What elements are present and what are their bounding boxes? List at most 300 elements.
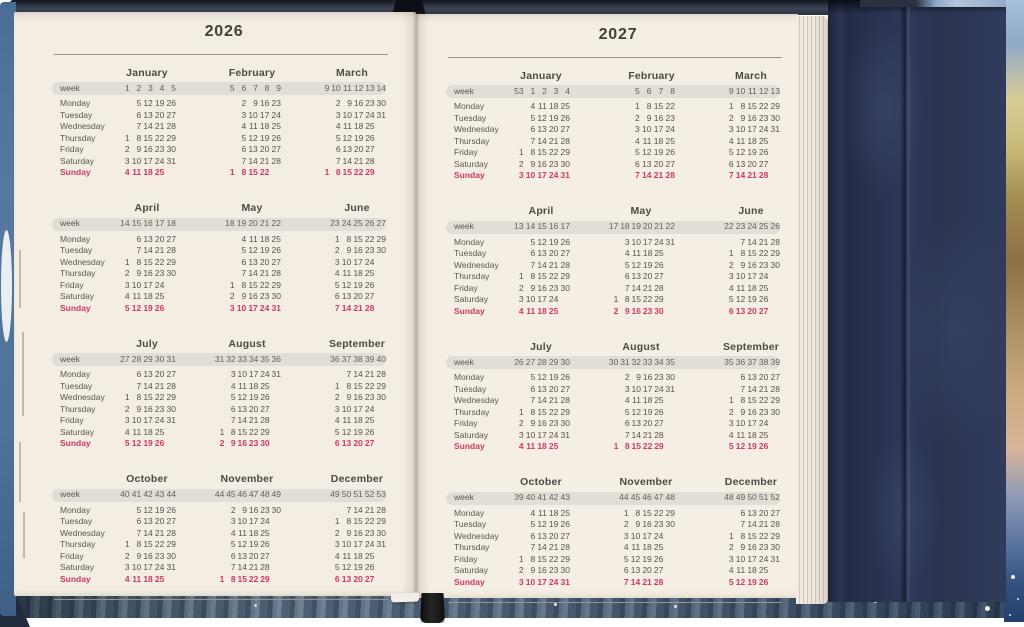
month-grid xyxy=(607,395,675,407)
date-cell xyxy=(722,384,734,396)
month-grid xyxy=(118,303,176,315)
date-cell xyxy=(213,551,224,563)
date-cell: 16 xyxy=(642,372,653,382)
month-grid xyxy=(722,294,780,306)
date-cell xyxy=(374,415,386,427)
date-cell: 19 xyxy=(642,259,653,270)
date-cell: 4 xyxy=(230,380,236,391)
date-cell: 13 xyxy=(341,291,352,301)
date-cell: 9 xyxy=(740,112,746,123)
date-cell: 15 xyxy=(248,167,258,177)
date-cell: 31 xyxy=(376,539,386,549)
month-zone xyxy=(108,505,176,517)
date-cell: 19 xyxy=(154,504,165,515)
date-cell: 17 xyxy=(747,271,757,281)
week-number: 35 xyxy=(260,353,270,364)
date-cell xyxy=(768,441,780,453)
month-grid xyxy=(118,133,176,145)
month-zone xyxy=(502,136,570,148)
date-cell: 10 xyxy=(341,256,352,267)
month-grid xyxy=(722,508,780,520)
date-cell: 23 xyxy=(154,268,165,278)
month-zone xyxy=(607,248,675,260)
month-grid xyxy=(118,83,176,95)
week-number: 8 xyxy=(264,82,270,93)
date-cell: 3 xyxy=(230,369,236,379)
date-cell: 27 xyxy=(260,403,270,414)
month-zone xyxy=(607,519,675,531)
month-zone xyxy=(607,418,675,430)
date-cell: 3 xyxy=(124,279,130,290)
month-grid xyxy=(617,531,675,543)
date-cell: 17 xyxy=(248,302,258,313)
date-cell: 9 xyxy=(136,144,142,154)
date-cell: 24 xyxy=(548,294,559,304)
month-zone xyxy=(607,565,675,577)
week-number: 27 xyxy=(120,353,130,364)
date-cell: 29 xyxy=(654,294,664,304)
month-grid xyxy=(118,404,176,416)
date-cell: 21 xyxy=(364,369,375,379)
week-number-row xyxy=(446,85,780,98)
date-cell: 24 xyxy=(260,369,270,379)
page-edge-mark xyxy=(22,332,24,416)
week-number: 14 xyxy=(120,218,130,229)
week-number-row xyxy=(52,489,386,502)
date-cell: 13 xyxy=(631,271,641,281)
day-label: Friday xyxy=(454,282,478,293)
cover-art-crescent xyxy=(1,230,12,342)
week-number: 30 xyxy=(154,353,165,364)
date-cell: 28 xyxy=(365,155,375,166)
week-number: 17 xyxy=(560,221,570,232)
day-label: Saturday xyxy=(60,291,95,301)
month-name: November xyxy=(619,476,673,488)
date-cell: 6 xyxy=(136,109,142,120)
date-cell: 6 xyxy=(740,507,746,518)
date-cell: 16 xyxy=(259,98,270,108)
month-grid xyxy=(213,528,281,540)
date-cell: 28 xyxy=(260,415,270,425)
day-row xyxy=(446,124,780,136)
month-grid xyxy=(722,170,780,182)
date-cell xyxy=(213,404,224,416)
date-cell: 25 xyxy=(154,291,165,301)
date-cell xyxy=(663,565,675,577)
date-cell xyxy=(223,156,235,168)
month-grid xyxy=(512,237,570,249)
date-cell: 3 xyxy=(230,516,236,526)
month-zone xyxy=(108,245,176,257)
cover-right-art-edge xyxy=(1004,0,1024,622)
date-cell: 7 xyxy=(740,383,746,394)
month-name: January xyxy=(520,69,562,82)
date-cell: 5 xyxy=(334,279,340,290)
month-grid xyxy=(328,528,386,540)
date-cell: 23 xyxy=(154,403,165,414)
month-zone xyxy=(607,205,675,217)
date-cell: 26 xyxy=(653,553,664,564)
date-cell xyxy=(768,283,780,295)
month-zone xyxy=(318,354,386,366)
date-cell: 6 xyxy=(335,144,341,154)
date-cell: 18 xyxy=(747,565,757,575)
week-number: 40 xyxy=(120,489,130,500)
date-cell: 25 xyxy=(154,426,165,437)
date-cell: 21 xyxy=(154,121,165,131)
date-cell: 25 xyxy=(154,167,165,177)
date-cell: 27 xyxy=(364,291,375,301)
month-header-row xyxy=(446,204,780,219)
elastic-bookmark-loop xyxy=(420,593,445,623)
date-cell: 12 xyxy=(642,147,652,157)
day-label: Tuesday xyxy=(60,245,93,255)
month-zone xyxy=(607,237,675,249)
week-number: 22 xyxy=(665,221,675,232)
date-cell: 23 xyxy=(654,372,664,382)
month-grid xyxy=(512,542,570,554)
week-number: 33 xyxy=(237,353,247,364)
date-cell: 23 xyxy=(665,112,675,123)
date-cell: 26 xyxy=(758,294,769,304)
month-zone xyxy=(712,508,780,520)
week-number: 3 xyxy=(553,85,559,96)
date-cell: 2 xyxy=(229,291,235,301)
month-zone xyxy=(213,528,281,540)
date-cell: 27 xyxy=(364,438,375,448)
month-zone xyxy=(502,542,570,554)
date-cell: 1 xyxy=(219,426,225,437)
date-cell xyxy=(722,508,734,520)
month-zone xyxy=(502,271,570,283)
month-zone xyxy=(712,542,780,554)
date-cell: 27 xyxy=(758,158,769,169)
date-cell xyxy=(328,369,340,381)
day-label: Sunday xyxy=(60,167,91,177)
date-cell: 2 xyxy=(728,542,734,552)
date-cell: 3 xyxy=(624,236,630,247)
date-cell: 14 xyxy=(747,383,757,394)
date-cell: 5 xyxy=(728,147,734,157)
date-cell: 30 xyxy=(665,519,675,529)
month-zone xyxy=(712,237,780,249)
date-cell: 10 xyxy=(525,170,536,180)
month-zone xyxy=(712,260,780,272)
year-calendar-grid xyxy=(52,65,396,585)
date-cell: 7 xyxy=(334,302,340,313)
date-cell: 6 xyxy=(530,383,536,394)
date-cell: 13 xyxy=(537,248,547,258)
day-row xyxy=(446,554,780,566)
week-number: 6 xyxy=(646,85,652,96)
date-cell: 21 xyxy=(548,542,559,552)
month-zone xyxy=(318,234,386,246)
month-grid xyxy=(118,156,176,168)
month-zone xyxy=(607,577,675,589)
month-grid xyxy=(722,441,780,453)
date-cell: 17 xyxy=(642,530,652,541)
month-grid xyxy=(617,519,675,531)
month-zone xyxy=(712,136,780,148)
date-cell: 18 xyxy=(747,282,757,293)
date-cell: 27 xyxy=(770,507,780,518)
date-cell: 3 xyxy=(518,429,524,440)
month-grid xyxy=(628,86,675,98)
day-label: Wednesday xyxy=(454,530,499,541)
day-label: Wednesday xyxy=(60,121,105,131)
month-name: October xyxy=(520,476,562,488)
date-cell xyxy=(270,551,281,563)
date-cell: 29 xyxy=(166,132,176,143)
day-row xyxy=(446,248,780,260)
day-row xyxy=(52,539,386,551)
date-cell: 26 xyxy=(758,147,769,157)
date-cell: 1 xyxy=(518,271,524,281)
date-cell: 24 xyxy=(271,109,281,120)
date-cell: 4 xyxy=(334,415,340,425)
day-label: Tuesday xyxy=(60,380,93,391)
date-cell: 2 xyxy=(124,550,130,561)
date-cell: 7 xyxy=(335,155,341,166)
date-cell: 8 xyxy=(646,101,652,111)
date-cell xyxy=(607,248,618,260)
date-cell: 12 xyxy=(131,438,142,448)
date-cell: 25 xyxy=(364,268,375,278)
month-grid xyxy=(512,441,570,453)
month-zone xyxy=(108,574,176,586)
date-cell: 21 xyxy=(248,415,259,425)
date-cell: 9 xyxy=(530,418,536,428)
date-cell xyxy=(318,156,329,168)
week-number: 49 xyxy=(735,492,746,503)
month-grid xyxy=(628,170,675,182)
day-row xyxy=(446,271,780,283)
day-label: Tuesday xyxy=(454,112,487,123)
month-zone xyxy=(607,531,675,543)
week-number: 40 xyxy=(525,492,536,503)
month-grid xyxy=(213,354,281,366)
date-cell xyxy=(118,369,130,381)
month-grid xyxy=(118,574,176,586)
month-grid xyxy=(118,562,176,574)
date-cell xyxy=(270,516,281,528)
date-cell: 17 xyxy=(537,576,547,587)
date-cell: 5 xyxy=(241,132,247,143)
date-cell: 27 xyxy=(560,530,570,541)
date-cell: 9 xyxy=(346,392,352,402)
day-row xyxy=(52,245,386,257)
date-cell: 1 xyxy=(728,395,734,405)
week-number: 44 xyxy=(619,492,629,503)
date-cell xyxy=(118,516,130,528)
date-cell: 13 xyxy=(735,158,746,169)
cover-flap xyxy=(828,0,1006,602)
date-cell: 9 xyxy=(347,98,352,108)
date-cell: 23 xyxy=(364,392,375,402)
date-cell: 22 xyxy=(248,426,259,437)
month-zone xyxy=(318,245,386,257)
date-cell xyxy=(512,372,524,384)
date-cell: 6 xyxy=(230,550,236,561)
month-zone xyxy=(607,70,675,82)
month-grid xyxy=(512,418,570,430)
week-number: 38 xyxy=(353,353,363,364)
date-cell: 6 xyxy=(635,158,640,169)
week-number: 41 xyxy=(131,489,142,500)
week-label: week xyxy=(60,353,80,364)
month-grid xyxy=(512,531,570,543)
date-cell: 16 xyxy=(537,565,547,575)
day-label: Sunday xyxy=(454,305,485,316)
week-number: 11 xyxy=(747,85,757,96)
date-cell: 26 xyxy=(364,426,375,437)
month-name: December xyxy=(330,473,384,485)
month-grid xyxy=(512,147,570,159)
day-label: Wednesday xyxy=(454,259,499,270)
month-grid xyxy=(328,245,386,257)
month-zone xyxy=(502,294,570,306)
day-label: Sunday xyxy=(60,438,91,448)
date-cell: 30 xyxy=(770,542,780,552)
month-zone xyxy=(502,170,570,182)
month-zone xyxy=(607,341,675,353)
month-zone xyxy=(108,489,176,501)
week-number: 17 xyxy=(608,221,619,232)
date-cell: 28 xyxy=(653,576,664,587)
date-cell xyxy=(768,306,780,318)
month-grid xyxy=(722,519,780,531)
date-cell xyxy=(768,294,780,306)
date-cell: 17 xyxy=(642,383,653,394)
day-row xyxy=(446,237,780,249)
date-cell: 24 xyxy=(365,109,375,120)
date-cell: 1 xyxy=(334,233,340,244)
month-grid xyxy=(213,574,281,586)
month-name: May xyxy=(241,202,263,214)
date-cell: 2 xyxy=(624,372,630,382)
day-label: Monday xyxy=(60,233,91,244)
month-zone xyxy=(318,489,386,501)
week-number: 9 xyxy=(276,82,281,93)
month-grid xyxy=(628,159,675,171)
date-cell: 4 xyxy=(124,426,130,437)
date-cell: 24 xyxy=(548,429,559,440)
date-cell: 16 xyxy=(537,418,547,428)
date-cell: 4 xyxy=(334,268,340,278)
date-cell: 11 xyxy=(343,121,352,131)
date-cell: 3 xyxy=(335,109,341,120)
month-zone xyxy=(502,430,570,442)
date-cell: 11 xyxy=(238,527,247,538)
month-zone xyxy=(213,539,281,551)
month-zone xyxy=(213,268,281,280)
date-cell: 25 xyxy=(560,101,570,111)
date-cell xyxy=(663,554,675,566)
month-grid xyxy=(223,303,281,315)
week-number: 18 xyxy=(166,218,176,229)
week-number: 39 xyxy=(514,492,524,503)
date-cell: 4 xyxy=(635,135,640,146)
month-grid xyxy=(512,294,570,306)
date-cell xyxy=(607,271,618,283)
month-grid xyxy=(722,124,780,136)
month-name: February xyxy=(628,69,675,82)
month-grid xyxy=(607,306,675,318)
month-zone xyxy=(108,427,176,439)
month-zone xyxy=(108,156,176,168)
month-grid xyxy=(328,280,386,292)
month-grid xyxy=(328,369,386,381)
week-number: 42 xyxy=(143,489,153,500)
date-cell: 28 xyxy=(758,170,769,180)
date-cell: 5 xyxy=(624,406,630,417)
date-cell: 25 xyxy=(260,380,270,391)
month-grid xyxy=(118,268,176,280)
day-label: Wednesday xyxy=(60,392,105,402)
day-row xyxy=(52,574,386,586)
week-number: 49 xyxy=(330,489,340,500)
month-grid xyxy=(617,492,675,504)
date-cell: 18 xyxy=(642,395,653,405)
month-zone xyxy=(318,415,386,427)
date-cell: 9 xyxy=(530,565,536,575)
date-cell xyxy=(213,539,224,551)
date-cell: 30 xyxy=(560,282,570,293)
month-zone xyxy=(607,86,675,98)
week-number: 5 xyxy=(229,82,235,93)
date-cell xyxy=(223,268,235,280)
date-cell: 15 xyxy=(537,553,547,564)
date-cell: 27 xyxy=(653,565,664,575)
date-cell: 20 xyxy=(154,516,165,526)
date-cell: 5 xyxy=(230,539,236,549)
quarter-block xyxy=(446,204,790,318)
date-cell: 6 xyxy=(740,372,746,382)
month-grid xyxy=(512,519,570,531)
date-cell xyxy=(118,234,130,246)
date-cell: 2 xyxy=(728,259,734,270)
date-cell: 9 xyxy=(136,403,142,414)
day-row xyxy=(446,441,780,453)
date-cell xyxy=(374,268,386,280)
date-cell: 7 xyxy=(530,542,536,552)
date-cell: 13 xyxy=(143,369,153,379)
month-grid xyxy=(223,257,281,269)
date-cell: 30 xyxy=(770,112,780,123)
date-cell: 27 xyxy=(665,158,675,169)
quarter-block xyxy=(52,65,396,179)
date-cell xyxy=(512,113,524,125)
date-cell xyxy=(512,124,524,136)
week-number: 35 xyxy=(665,356,675,367)
week-number: 1 xyxy=(124,82,130,93)
month-zone xyxy=(712,205,780,217)
day-label: Sunday xyxy=(454,441,485,451)
month-grid xyxy=(328,234,386,246)
date-cell: 7 xyxy=(346,504,352,515)
date-cell: 2 xyxy=(518,158,524,169)
date-cell: 11 xyxy=(526,305,536,316)
date-cell: 23 xyxy=(364,527,375,538)
day-label: Thursday xyxy=(60,268,96,278)
date-cell: 26 xyxy=(271,245,281,255)
day-row xyxy=(52,369,386,381)
date-cell: 12 xyxy=(237,539,247,549)
date-cell: 4 xyxy=(624,248,630,258)
month-zone xyxy=(318,338,386,350)
month-grid xyxy=(223,110,281,122)
date-cell: 17 xyxy=(537,429,547,440)
